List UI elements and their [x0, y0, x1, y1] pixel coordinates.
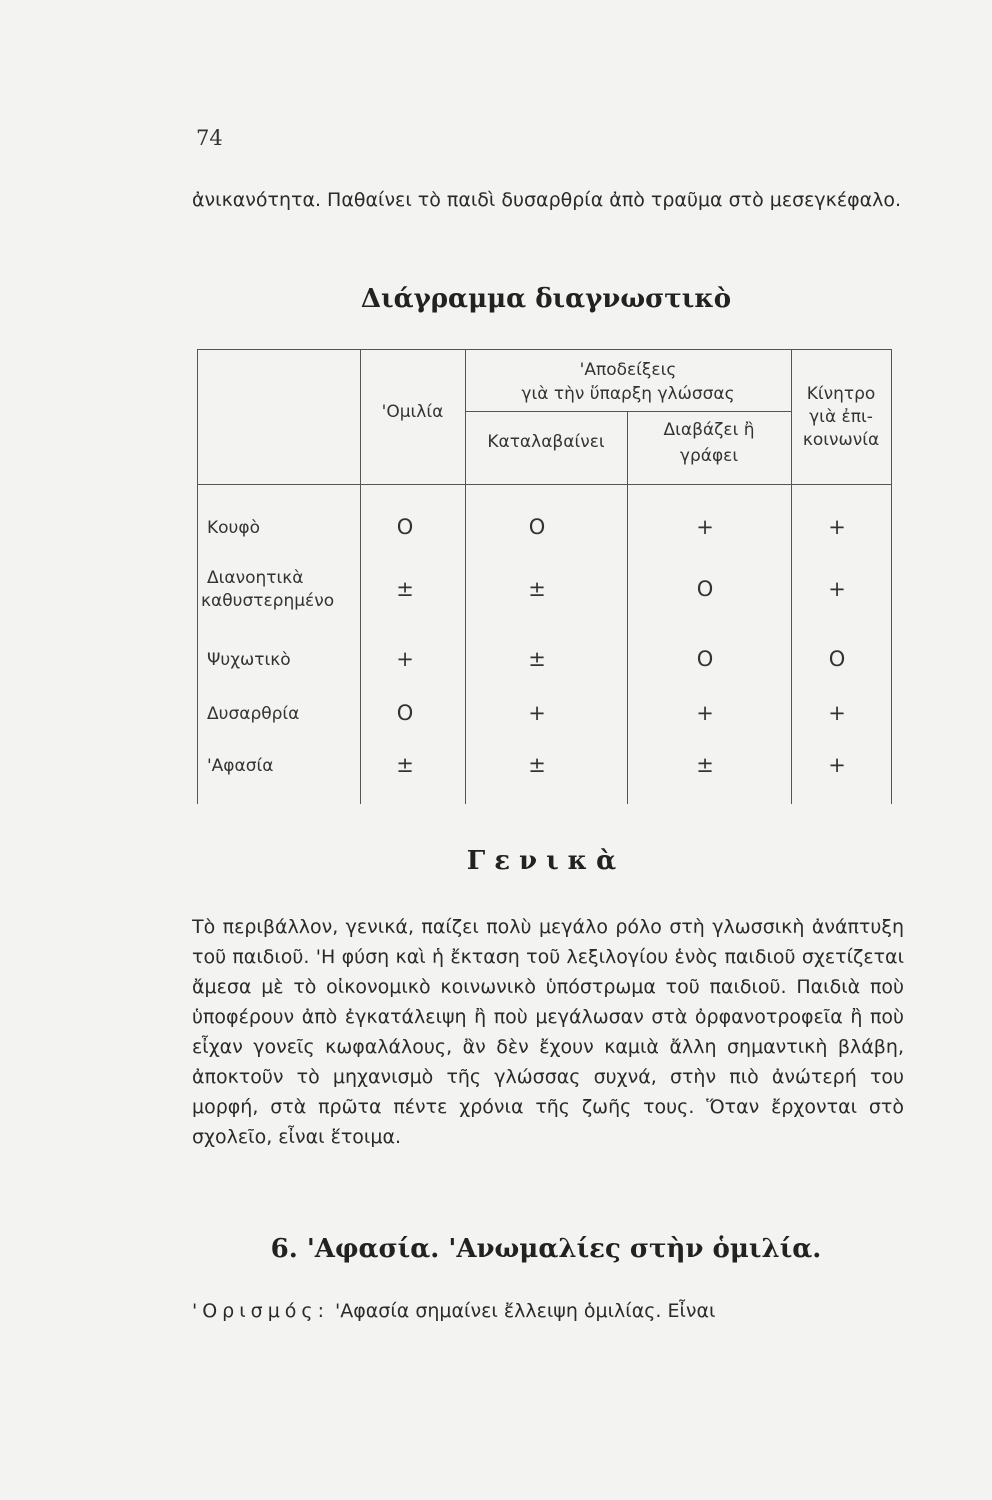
row-label: Κουφὸ	[207, 518, 261, 538]
table-hline	[197, 349, 891, 350]
row-understands: ±	[528, 647, 546, 671]
diagnostic-table	[195, 349, 895, 804]
intro-paragraph: ἀνικανότητα. Παθαίνει τὸ παιδὶ δυσαρθρία ἀπὸ τραῦμα στὸ μεσεγκέφαλο.	[192, 189, 902, 211]
table-vline	[465, 349, 466, 804]
row-speech: O	[396, 701, 414, 725]
table-vline	[197, 349, 198, 804]
definition-text: 'Αφασία σημαίνει ἔλλειψη ὁμιλίας. Εἶναι	[335, 1300, 716, 1322]
definition-label: 'Ορισμός:	[192, 1300, 329, 1322]
header-evidence-line1: 'Αποδείξεις	[579, 360, 677, 380]
row-reads: +	[696, 515, 714, 539]
diagram-title: Διάγραμμα διαγνωστικὸ	[360, 284, 732, 314]
header-motive-line3: κοινωνία	[802, 430, 880, 450]
row-motive: O	[828, 647, 846, 671]
general-paragraph: Τὸ περιβάλλον, γενικά, παίζει πολὺ μεγάλο ρόλο στὴ γλωσσικὴ ἀνάπτυξη τοῦ παιδιοῦ. 'Η φύση καὶ ἡ ἔκταση τοῦ λεξιλογίου ἑνὸς παιδιοῦ σχετίζεται ἄμεσα μὲ τὸ οἰκονομικὸ κοινωνικὸ ὑπόστρωμα τοῦ παιδιοῦ. Παιδιὰ ποὺ ὑποφέρουν ἀπὸ ἐγκατάλειψη ἢ ποὺ μεγάλωσαν στὰ ὀρφανοτροφεῖα ἢ ποὺ εἶχαν γονεῖς κωφαλάλους, ἂν δὲν ἔχουν καμιὰ ἄλλη σημαντικὴ βλάβη, ἀποκτοῦν τὸ μηχανισμὸ τῆς γλώσσας συχνά, στὴν πιὸ ἀνώτερή του μορφή, στὰ πρῶτα πέντε χρόνια τῆς ζωῆς τους. Ὅταν ἔρχονται στὸ σχολεῖο, εἶναι ἕτοιμα.	[192, 916, 904, 1148]
row-label: Διανοητικὰ	[207, 568, 304, 588]
row-speech: ±	[396, 753, 414, 777]
row-reads: +	[696, 701, 714, 725]
row-understands: +	[528, 701, 546, 725]
table-hline	[465, 411, 791, 412]
row-understands: ±	[528, 753, 546, 777]
header-reads-line1: Διαβάζει ἢ	[663, 420, 755, 440]
row-reads: O	[696, 577, 714, 601]
header-understands: Καταλαβαίνει	[487, 432, 605, 452]
header-evidence-line2: γιὰ τὴν ὕπαρξη γλώσσας	[521, 384, 735, 404]
row-motive: +	[828, 753, 846, 777]
row-label-line2: καθυστερημένο	[201, 591, 335, 611]
row-motive: +	[828, 515, 846, 539]
header-speech: 'Ομιλία	[381, 402, 444, 422]
row-label: 'Αφασία	[207, 756, 274, 776]
row-speech: O	[396, 515, 414, 539]
page-number: 74	[196, 126, 223, 150]
table-hline	[197, 484, 891, 485]
section-title: 6. 'Αφασία. 'Ανωμαλίες στὴν ὁμιλία.	[270, 1234, 822, 1264]
table-vline	[627, 411, 628, 804]
row-speech: ±	[396, 577, 414, 601]
row-reads: O	[696, 647, 714, 671]
row-speech: +	[396, 647, 414, 671]
row-label: Ψυχωτικὸ	[207, 650, 291, 670]
table-vline	[891, 349, 892, 804]
header-motive-line2: γιὰ ἐπι-	[809, 407, 873, 427]
row-motive: +	[828, 701, 846, 725]
row-reads: ±	[696, 753, 714, 777]
general-title: Γενικὰ	[466, 846, 626, 876]
row-understands: ±	[528, 577, 546, 601]
header-reads-line2: γράφει	[679, 446, 739, 466]
definition-line	[192, 1296, 904, 1326]
row-motive: +	[828, 577, 846, 601]
header-motive-line1: Κίνητρο	[806, 384, 876, 404]
row-label: Δυσαρθρία	[207, 704, 300, 724]
row-understands: O	[528, 515, 546, 539]
